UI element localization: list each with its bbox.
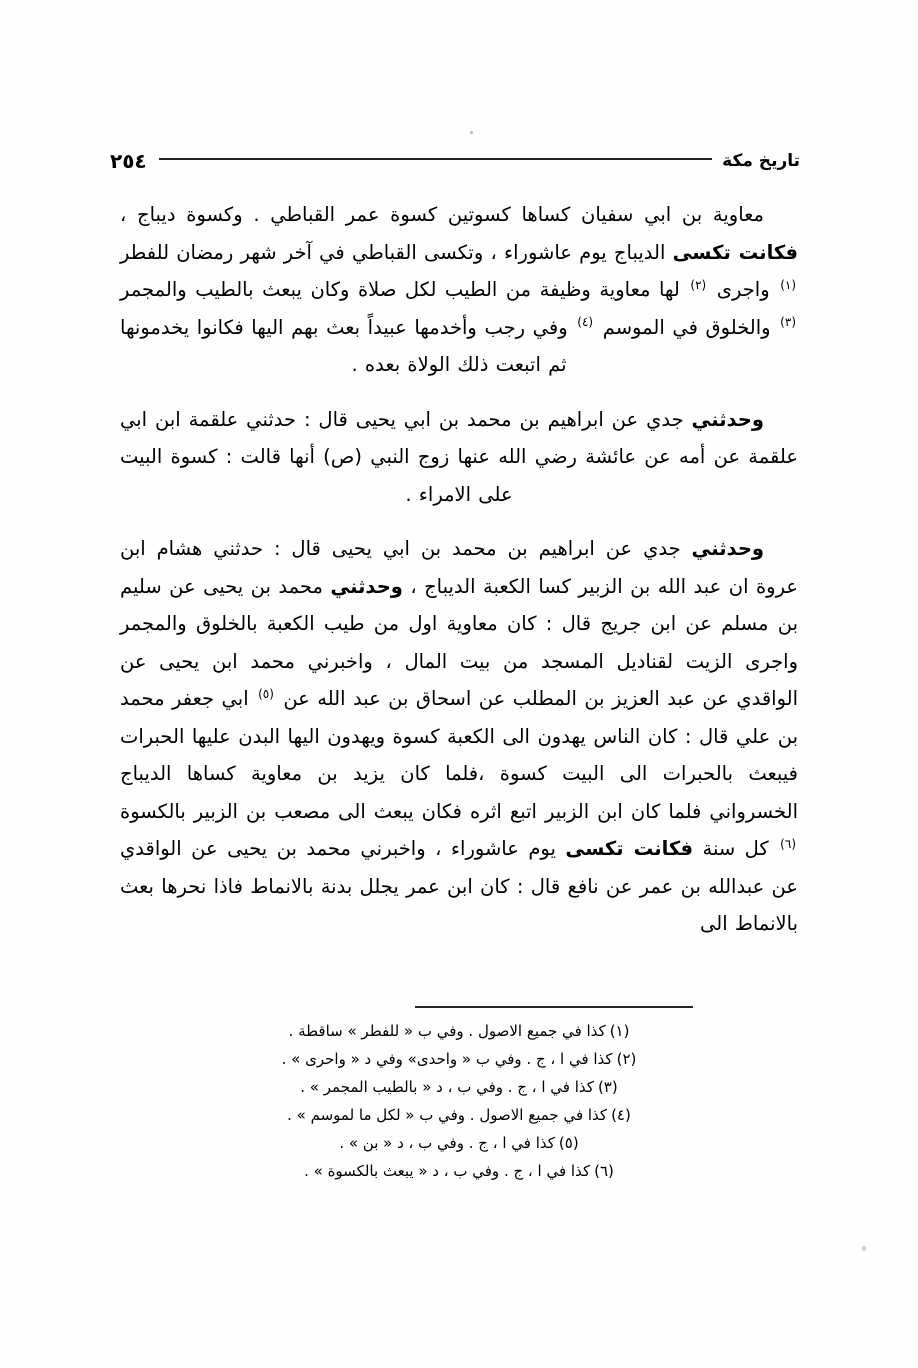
book-title: تاريخ مكة: [722, 151, 800, 171]
paragraph-2-text: جدي عن ابراهيم بن محمد بن ابي يحيى قال : حدثني علقمة ابن ابي علقمة عن أمه عن عائشة رضي الله عنها زوج النبي (ص) أنها قالت : كسوة البيت على الامراء .: [120, 407, 798, 506]
footnote-text: كذا في ا ، ج . وفي ب ، د « بن » .: [339, 1134, 555, 1152]
footnote-text: كذا في جميع الاصول . وفي ب « للفطر » ساقطة .: [288, 1022, 606, 1040]
footnote-number: (١): [609, 1022, 630, 1040]
paragraph-3-text: جدي عن ابراهيم بن محمد بن ابي يحيى قال : حدثني هشام ابن عروة ان عبد الله بن الزبير كسا الكعبة الديباج ، وحدثني محمد بن يحيى عن سليم بن مسلم عن ابن جريج قال : كان معاوية اول من طيب الكعبة بالخلوق والمجمر واجرى الزيت لقناديل المسجد من بيت المال ، واخبرني محمد ابن يحيى عن الواقدي عن عبد العزيز بن المطلب عن اسحاق بن عبد الله عن $^{(٥)}$ ابي جعفر محمد بن علي قال : كان الناس يهدون الى الكعبة كسوة ويهدون اليها البدن عليها الحبرات فيبعث بالحبرات الى البيت كسوة ،فلما كان يزيد بن معاوية كساها الديباج الخسرواني فلما كان ابن الزبير اتبع اثره فكان يبعث الى مصعب بن الزبير بالكسوة $^{(٦)}$ كل سنة فكانت تكسى يوم عاشوراء ، واخبرني محمد بن يحيى عن الواقدي عن عبدالله بن عمر عن نافع قال : كان ابن عمر يجلل بدنة بالانماط فاذا نحرها بعث بالانماط الى: [120, 537, 798, 935]
footnote-number: (٦): [594, 1162, 614, 1180]
footnote-separator-rule: [415, 1006, 693, 1008]
footnote-text: كذا في ا ، ج . وفي ب « واحدى» وفي د « واحرى » .: [281, 1050, 613, 1068]
footnote-number: (٢): [616, 1050, 637, 1068]
paragraph-2: [120, 401, 798, 514]
footnote-item: [120, 1129, 798, 1157]
scan-speck-bottom: [862, 1246, 866, 1251]
footnote-text: كذا في ا ، ج . وفي ب ، د « بالطيب المجمر » .: [300, 1078, 594, 1096]
footnote-text: كذا في ا ، ج . وفي ب ، د « يبعث بالكسوة » .: [304, 1162, 591, 1180]
footnote-list: [120, 1017, 798, 1185]
footnote-item: [120, 1073, 798, 1101]
paragraph-1: [120, 196, 798, 384]
emphasis-phrase: فكانت تكسى: [565, 837, 694, 860]
footnotes-section: [120, 1006, 798, 1185]
footnote-item: [120, 1045, 798, 1073]
scan-speck: [470, 131, 473, 134]
footnote-item: [120, 1157, 798, 1185]
footnote-marker: (٥): [258, 686, 274, 701]
footnote-item: [120, 1017, 798, 1045]
footnote-marker: (١): [780, 277, 797, 292]
paragraph-3-lead: وحدثني: [691, 537, 764, 560]
header-divider-rule: [159, 158, 713, 160]
footnote-marker: (٣): [780, 315, 796, 329]
paragraph-3: [120, 530, 798, 943]
footnote-item: [120, 1101, 798, 1129]
footnote-number: (٤): [611, 1106, 631, 1124]
body-text-column: [120, 196, 798, 943]
footnote-number: (٥): [558, 1134, 579, 1152]
footnote-marker: (٦): [780, 836, 796, 851]
footnote-number: (٣): [597, 1078, 618, 1096]
page-number: ٢٥٤: [110, 149, 147, 173]
paragraph-1-text: معاوية بن ابي سفيان كساها كسوتين كسوة عمر القباطي . وكسوة ديباج ، فكانت تكسى الديباج يوم عاشوراء ، وتكسى القباطي في آخر شهر رمضان للفطر $^{(١)}$ واجرى $^{(٢)}$ لها معاوية وظيفة من الطيب لكل صلاة وكان يبعث بالطيب والمجمر $^{(٣)}$ والخلوق في الموسم $^{(٤)}$ وفي رجب وأخدمها عبيداً بعث بهم اليها فكانوا يخدمونها ثم اتبعت ذلك الولاة بعده .: [120, 203, 799, 376]
footnote-marker: (٤): [577, 315, 594, 329]
footnote-marker: (٢): [690, 277, 707, 292]
footnote-text: كذا في جميع الاصول . وفي ب « لكل ما لموسم » .: [287, 1106, 608, 1124]
running-head: [104, 143, 800, 177]
emphasis-phrase: وحدثني: [330, 574, 403, 598]
paragraph-2-lead: وحدثني: [691, 407, 764, 431]
emphasis-phrase: فكانت تكسى: [672, 240, 799, 264]
